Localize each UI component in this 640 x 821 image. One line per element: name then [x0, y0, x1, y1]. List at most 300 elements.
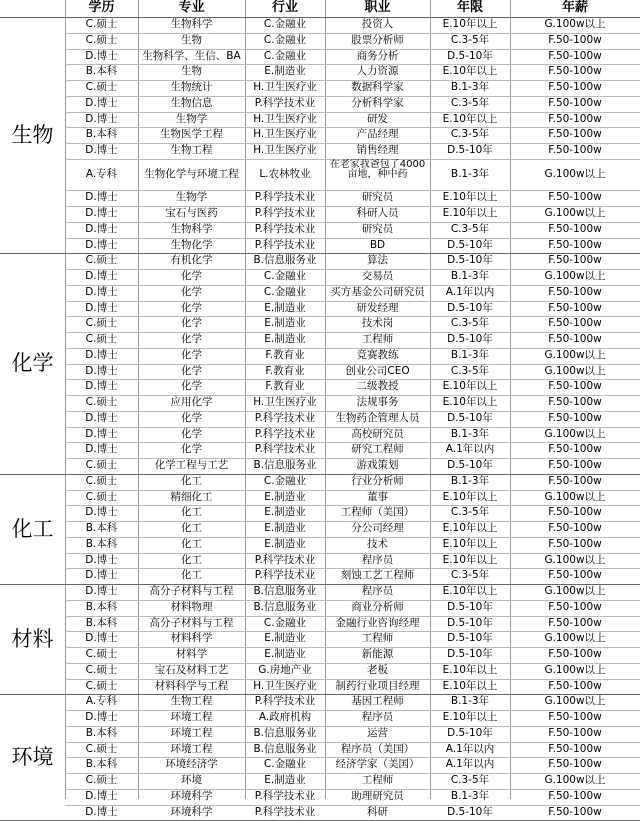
cell-degree: D.博士 — [85, 585, 118, 597]
cell-industry: E.制造业 — [264, 537, 306, 550]
cell-salary: F.50-100w — [548, 65, 602, 78]
table-row — [0, 584, 640, 600]
cell-occupation: 研发经理 — [356, 301, 399, 314]
cell-years: D.5-10年 — [447, 459, 493, 471]
cell-years: D.5-10年 — [447, 411, 493, 424]
cell-years: D.5-10年 — [447, 726, 493, 739]
cell-industry: P.科学技术业 — [254, 427, 316, 440]
cell-salary: F.50-100w — [548, 254, 602, 267]
cell-degree: C.硕士 — [85, 663, 118, 676]
cell-occupation: 高校研究员 — [351, 427, 404, 440]
table-row — [0, 757, 640, 773]
cell-degree: D.博士 — [85, 711, 118, 723]
table-row — [0, 33, 640, 49]
cell-major: 化学工程与工艺 — [154, 459, 229, 471]
cell-occupation: 二级教授 — [356, 380, 399, 393]
cell-salary: F.50-100w — [548, 33, 602, 46]
cell-degree: D.博士 — [85, 364, 118, 377]
cell-occupation: 老板 — [367, 663, 388, 676]
cell-years: E.10年以上 — [442, 112, 498, 125]
cell-major: 化学 — [181, 270, 202, 282]
cell-occupation: 科研 — [367, 805, 388, 818]
cell-degree: D.博士 — [85, 632, 118, 645]
cell-industry: H.卫生医疗业 — [253, 128, 317, 141]
cell-degree: C.硕士 — [85, 459, 118, 471]
cell-years: C.3-5年 — [450, 317, 490, 330]
cell-major: 化工 — [181, 474, 202, 487]
cell-industry: P.科学技术业 — [254, 411, 316, 424]
cell-salary: F.50-100w — [548, 711, 602, 723]
cell-major: 化学 — [181, 333, 202, 345]
cell-degree: C.硕士 — [85, 474, 118, 487]
cell-major: 生物医学工程 — [160, 128, 223, 141]
cell-industry: C.金融业 — [263, 18, 307, 30]
cell-occupation: 程序员 — [361, 585, 394, 597]
cell-industry: C.金融业 — [263, 33, 307, 46]
cell-major: 化学 — [181, 427, 202, 440]
cell-years: B.1-3年 — [450, 695, 490, 708]
table-row — [0, 17, 640, 33]
cell-industry: P.科学技术业 — [254, 191, 316, 204]
cell-occupation: 销售经理 — [356, 144, 399, 156]
cell-degree: C.硕士 — [85, 490, 118, 503]
cell-salary: F.50-100w — [548, 411, 602, 424]
cell-industry: A.政府机构 — [258, 711, 312, 723]
cell-occupation: 技术 — [367, 537, 388, 550]
table-row — [0, 663, 640, 679]
cell-industry: H.卫生医疗业 — [253, 112, 317, 125]
cell-major: 环境科学 — [170, 789, 213, 802]
cell-major: 化工 — [181, 506, 202, 519]
cell-industry: H.卫生医疗业 — [253, 81, 317, 93]
cell-industry: P.科学技术业 — [254, 695, 316, 708]
table-row — [0, 395, 640, 411]
cell-salary: F.50-100w — [548, 443, 602, 456]
cell-salary: G.100w以上 — [544, 364, 606, 377]
cell-industry: E.制造业 — [264, 317, 306, 330]
table-row — [0, 379, 640, 395]
cell-years: B.1-3年 — [450, 427, 490, 440]
cell-major: 生物科学 — [170, 222, 213, 235]
cell-industry: C.金融业 — [263, 474, 307, 487]
cell-salary: G.100w以上 — [544, 553, 606, 566]
cell-occupation: 工程师 — [361, 632, 394, 645]
cell-industry: B.信息服务业 — [253, 254, 317, 267]
cell-major: 环境工程 — [170, 742, 213, 755]
cell-years: D.5-10年 — [447, 238, 493, 251]
cell-industry: P.科学技术业 — [254, 805, 316, 818]
table-row — [0, 112, 640, 128]
cell-salary: G.100w以上 — [544, 207, 606, 219]
cell-industry: B.信息服务业 — [253, 726, 317, 739]
cell-industry: H.卫生医疗业 — [253, 396, 317, 408]
table-row — [0, 64, 640, 80]
cell-salary: F.50-100w — [548, 742, 602, 755]
cell-major: 环境工程 — [170, 726, 213, 739]
cell-years: D.5-10年 — [447, 648, 493, 660]
table-row — [0, 789, 640, 805]
header-row — [0, 0, 640, 16]
cell-major: 生物科学 — [170, 18, 213, 30]
cell-degree: A.专科 — [85, 695, 118, 708]
cell-salary: G.100w以上 — [544, 695, 606, 708]
cell-occupation: 投资人 — [361, 18, 394, 30]
cell-degree: D.博士 — [85, 144, 118, 156]
cell-salary: F.50-100w — [548, 537, 602, 550]
cell-degree: D.博士 — [85, 380, 118, 393]
cell-degree: C.硕士 — [85, 81, 118, 93]
cell-industry: C.金融业 — [263, 285, 307, 298]
cell-degree: D.博士 — [85, 789, 118, 802]
cell-salary: F.50-100w — [548, 459, 602, 471]
cell-major: 生物科学、生信、BA — [142, 49, 241, 62]
cell-industry: C.金融业 — [263, 758, 307, 771]
table-row — [0, 190, 640, 206]
cell-industry: L.农林牧业 — [259, 167, 311, 180]
cell-years: E.10年以上 — [442, 679, 498, 692]
cell-occupation: 工程师 — [361, 774, 394, 786]
cell-occupation: 助理研究员 — [351, 789, 404, 802]
cell-years: A.1年以内 — [445, 443, 495, 456]
table-row — [0, 442, 640, 458]
cell-degree: D.博士 — [85, 285, 118, 298]
cell-degree: D.博士 — [85, 411, 118, 424]
cell-years: D.5-10年 — [447, 333, 493, 345]
cell-salary: G.100w以上 — [544, 774, 606, 786]
cell-salary: F.50-100w — [548, 600, 602, 613]
cell-degree: C.硕士 — [85, 679, 118, 692]
cell-industry: E.制造业 — [264, 774, 306, 786]
cell-major: 生物学 — [175, 191, 208, 204]
cell-years: C.3-5年 — [450, 33, 490, 46]
cell-major: 化学 — [181, 411, 202, 424]
cell-major: 化学 — [181, 348, 202, 361]
cell-industry: E.制造业 — [264, 522, 306, 534]
cell-years: D.5-10年 — [447, 805, 493, 818]
table-row — [0, 159, 640, 191]
cell-industry: E.制造业 — [264, 65, 306, 78]
cell-occupation: 商务分析 — [356, 49, 399, 62]
cell-degree: D.博士 — [85, 443, 118, 456]
cell-salary: F.50-100w — [548, 317, 602, 330]
cell-years: E.10年以上 — [442, 711, 498, 723]
cell-salary: F.50-100w — [548, 679, 602, 692]
cell-salary: F.50-100w — [548, 474, 602, 487]
cell-industry: F.教育业 — [265, 364, 305, 377]
cell-major: 材料科学 — [170, 632, 213, 645]
cell-years: C.3-5年 — [450, 774, 490, 786]
cell-occupation: 运营 — [367, 726, 388, 739]
cell-degree: B.本科 — [85, 600, 118, 613]
cell-degree: D.博士 — [85, 112, 118, 125]
table-row — [0, 537, 640, 553]
table-row — [0, 742, 640, 758]
cell-industry: H.卫生医疗业 — [253, 679, 317, 692]
cell-occupation: 数据科学家 — [351, 81, 404, 93]
cell-years: C.3-5年 — [450, 96, 490, 109]
cell-salary: F.50-100w — [548, 569, 602, 582]
cell-major: 生物化学 — [170, 238, 213, 251]
table-row — [0, 553, 640, 569]
cell-occupation: 刻蚀工艺工程师 — [340, 569, 415, 582]
cell-years: B.1-3年 — [450, 167, 490, 180]
cell-occupation: 程序员 — [361, 711, 394, 723]
cell-degree: B.本科 — [85, 616, 118, 629]
table-row — [0, 679, 640, 695]
cell-years: E.10年以上 — [442, 191, 498, 204]
field-label: 化工 — [11, 516, 54, 541]
cell-degree: C.硕士 — [85, 317, 118, 330]
cell-industry: H.卫生医疗业 — [253, 144, 317, 156]
cell-occupation: 游戏策划 — [356, 459, 399, 471]
cell-industry: B.信息服务业 — [253, 742, 317, 755]
cell-major: 环境 — [181, 774, 202, 786]
cell-degree: D.博士 — [85, 805, 118, 818]
table-row — [0, 600, 640, 616]
cell-years: B.1-3年 — [450, 81, 490, 93]
table-row — [0, 127, 640, 143]
table-row — [0, 474, 640, 490]
cell-major: 高分子材料与工程 — [149, 616, 234, 629]
table-row — [0, 805, 640, 821]
cell-occupation: 程序员（美国） — [340, 742, 415, 755]
cell-salary: F.50-100w — [548, 81, 602, 93]
cell-occupation: 研发 — [367, 112, 388, 125]
table-row — [0, 301, 640, 317]
header-occupation: 职业 — [364, 0, 391, 15]
cell-years: A.1年以内 — [445, 758, 495, 771]
cell-years: D.5-10年 — [447, 49, 493, 62]
cell-major: 生物学 — [175, 112, 208, 125]
cell-occupation: 股票分析师 — [351, 33, 404, 46]
header-industry: 行业 — [271, 0, 298, 15]
cell-industry: E.制造业 — [264, 506, 306, 519]
cell-degree: C.硕士 — [85, 18, 118, 30]
cell-degree: A.专科 — [85, 167, 118, 180]
cell-salary: G.100w以上 — [544, 270, 606, 282]
cell-degree: B.本科 — [85, 128, 118, 141]
cell-major: 生物工程 — [170, 695, 213, 708]
cell-occupation: 技术岗 — [361, 317, 394, 330]
cell-salary: F.50-100w — [548, 96, 602, 109]
cell-industry: P.科学技术业 — [254, 238, 316, 251]
cell-years: E.10年以上 — [442, 18, 498, 30]
cell-salary: G.100w以上 — [544, 585, 606, 597]
cell-occupation: 工程师 — [361, 333, 394, 345]
cell-degree: B.本科 — [85, 65, 118, 78]
cell-industry: P.科学技术业 — [254, 789, 316, 802]
cell-industry: B.信息服务业 — [253, 600, 317, 613]
cell-salary: F.50-100w — [548, 222, 602, 235]
cell-degree: C.硕士 — [85, 333, 118, 345]
cell-salary: F.50-100w — [548, 238, 602, 251]
header-major: 专业 — [178, 0, 205, 15]
cell-degree: C.硕士 — [85, 742, 118, 755]
cell-industry: P.科学技术业 — [254, 443, 316, 456]
cell-major: 有机化学 — [170, 254, 213, 267]
cell-years: B.1-3年 — [450, 474, 490, 487]
cell-industry: P.科学技术业 — [254, 569, 316, 582]
cell-major: 精细化工 — [170, 490, 213, 503]
cell-major: 材料科学与工程 — [154, 679, 229, 692]
cell-degree: C.硕士 — [85, 254, 118, 267]
cell-salary: G.100w以上 — [544, 167, 606, 180]
cell-occupation: 商业分析师 — [351, 600, 404, 613]
table-row — [0, 694, 640, 710]
cell-occupation: 行业分析师 — [351, 474, 404, 487]
field-label: 化学 — [11, 351, 54, 376]
cell-degree: D.博士 — [85, 301, 118, 314]
cell-degree: B.本科 — [85, 522, 118, 534]
cell-major: 化工 — [181, 537, 202, 550]
cell-salary: F.50-100w — [548, 380, 602, 393]
field-label: 环境 — [11, 745, 54, 770]
cell-industry: E.制造业 — [264, 648, 306, 660]
cell-occupation: 经济学家（美国） — [335, 758, 420, 771]
cell-occupation: 法规事务 — [356, 396, 399, 408]
cell-occupation: 在老家我爸包了4000亩地，种中药 — [329, 158, 426, 180]
cell-occupation: 生物药企管理人员 — [335, 411, 420, 424]
table-row — [0, 631, 640, 647]
cell-degree: D.博士 — [85, 207, 118, 219]
cell-salary: F.50-100w — [548, 128, 602, 141]
table-row — [0, 253, 640, 269]
table-row — [0, 222, 640, 238]
cell-industry: E.制造业 — [264, 632, 306, 645]
table-row — [0, 773, 640, 789]
cell-years: C.3-5年 — [450, 364, 490, 377]
cell-salary: G.100w以上 — [544, 427, 606, 440]
cell-major: 化学 — [181, 285, 202, 298]
cell-major: 宝石与医药 — [165, 207, 218, 219]
cell-major: 化工 — [181, 522, 202, 534]
cell-major: 环境经济学 — [165, 758, 218, 771]
cell-years: D.5-10年 — [447, 254, 493, 267]
cell-occupation: 基因工程师 — [351, 695, 404, 708]
table-row — [0, 726, 640, 742]
cell-salary: F.50-100w — [548, 506, 602, 519]
cell-major: 化工 — [181, 569, 202, 582]
cell-degree: C.硕士 — [85, 33, 118, 46]
cell-salary: F.50-100w — [548, 301, 602, 314]
cell-industry: F.教育业 — [265, 380, 305, 393]
cell-major: 生物工程 — [170, 144, 213, 156]
header-years: 年限 — [456, 0, 483, 15]
cell-occupation: 研究工程师 — [351, 443, 404, 456]
cell-years: A.1年以内 — [445, 742, 495, 755]
table-row — [0, 521, 640, 537]
cell-industry: G.房地产业 — [258, 663, 312, 676]
cell-occupation: 竞赛教练 — [356, 348, 399, 361]
table-row — [0, 710, 640, 726]
table-row — [0, 96, 640, 112]
cell-years: B.1-3年 — [450, 348, 490, 361]
cell-major: 生物化学与环境工程 — [144, 167, 239, 180]
cell-degree: D.博士 — [85, 553, 118, 566]
table-row — [0, 269, 640, 285]
cell-years: E.10年以上 — [442, 537, 498, 550]
cell-major: 生物信息 — [170, 96, 213, 109]
cell-salary: F.50-100w — [548, 522, 602, 534]
cell-salary: F.50-100w — [548, 396, 602, 408]
table-row — [0, 80, 640, 96]
cell-industry: C.金融业 — [263, 49, 307, 62]
cell-degree: D.博士 — [85, 238, 118, 251]
cell-occupation: 算法 — [367, 254, 388, 267]
table-row — [0, 458, 640, 474]
cell-degree: D.博士 — [85, 222, 118, 235]
cell-occupation: 研究员 — [361, 191, 394, 204]
cell-degree: B.本科 — [85, 758, 118, 771]
cell-major: 生物 — [181, 33, 202, 46]
cell-occupation: 工程师（美国） — [340, 506, 415, 519]
cell-years: B.1-3年 — [450, 789, 490, 802]
cell-occupation: 程序员 — [361, 553, 394, 566]
cell-major: 材料物理 — [170, 600, 213, 613]
field-label: 材料 — [11, 627, 54, 651]
cell-occupation: 金融行业咨询经理 — [335, 616, 420, 629]
cell-industry: B.信息服务业 — [253, 585, 317, 597]
cell-years: E.10年以上 — [442, 65, 498, 78]
cell-degree: D.博士 — [85, 270, 118, 282]
cell-degree: D.博士 — [85, 49, 118, 62]
cell-years: D.5-10年 — [447, 616, 493, 629]
cell-salary: G.100w以上 — [544, 490, 606, 503]
cell-major: 宝石及材料工艺 — [154, 663, 229, 676]
cell-industry: P.科学技术业 — [254, 222, 316, 235]
cell-occupation: 新能源 — [361, 648, 394, 660]
cell-industry: E.制造业 — [264, 490, 306, 503]
cell-occupation: 买方基金公司研究员 — [330, 285, 425, 298]
cell-occupation: 交易员 — [361, 270, 394, 282]
cell-industry: P.科学技术业 — [254, 553, 316, 566]
cell-industry: B.信息服务业 — [253, 459, 317, 471]
cell-major: 化工 — [181, 553, 202, 566]
cell-salary: F.50-100w — [548, 758, 602, 771]
table-row — [0, 505, 640, 521]
cell-major: 生物 — [181, 65, 202, 78]
cell-years: E.10年以上 — [442, 396, 498, 408]
cell-salary: F.50-100w — [548, 789, 602, 802]
cell-occupation: 产品经理 — [356, 128, 399, 141]
cell-degree: C.硕士 — [85, 774, 118, 786]
cell-major: 环境工程 — [170, 711, 213, 723]
cell-major: 应用化学 — [170, 396, 213, 408]
table-row — [0, 616, 640, 632]
cell-years: B.1-3年 — [450, 270, 490, 282]
cell-industry: F.教育业 — [265, 348, 305, 361]
cell-salary: F.50-100w — [548, 285, 602, 298]
cell-years: C.3-5年 — [450, 506, 490, 519]
table-row — [0, 568, 640, 584]
table-row — [0, 490, 640, 506]
cell-occupation: 科研人员 — [356, 207, 399, 219]
cell-salary: F.50-100w — [548, 333, 602, 345]
cell-salary: F.50-100w — [548, 144, 602, 156]
cell-degree: D.博士 — [85, 348, 118, 361]
table-row — [0, 647, 640, 663]
cell-salary: F.50-100w — [548, 49, 602, 62]
cell-salary: F.50-100w — [548, 726, 602, 739]
cell-salary: F.50-100w — [548, 616, 602, 629]
cell-major: 生物统计 — [170, 81, 213, 93]
cell-occupation: 制药行业项目经理 — [335, 679, 420, 692]
cell-years: E.10年以上 — [442, 380, 498, 393]
cell-years: D.5-10年 — [447, 600, 493, 613]
cell-occupation: 董事 — [367, 490, 388, 503]
cell-salary: G.100w以上 — [544, 18, 606, 30]
cell-salary: F.50-100w — [548, 112, 602, 125]
